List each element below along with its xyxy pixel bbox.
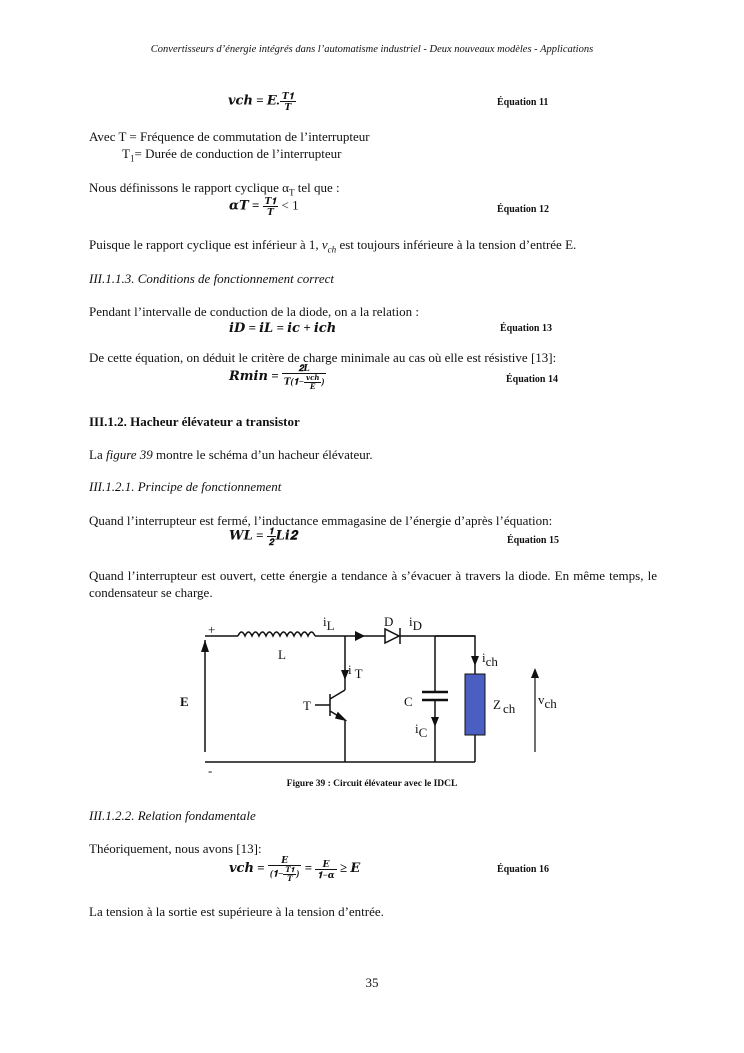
- it-label: i T: [348, 662, 363, 681]
- rapport-paragraph: [89, 179, 657, 202]
- eq16-den1: [268, 866, 302, 883]
- la-fig-before: La: [89, 447, 106, 462]
- eq14-den-pre: 𝑻(𝟏−: [283, 376, 305, 387]
- avec-t1-def: = Durée de conduction de l’interrupteur: [134, 146, 342, 161]
- rapport-after: tel que :: [294, 180, 340, 195]
- id-label: iD: [409, 614, 423, 633]
- puisque-vsub: ch: [327, 244, 337, 255]
- eq15-num: 𝟏: [268, 526, 274, 536]
- equation-14-label: Équation 14: [506, 374, 558, 385]
- figure-39-ref: figure 39: [105, 447, 153, 462]
- equation-11-label: Équation 11: [497, 97, 549, 108]
- ic-label: iC: [415, 721, 428, 740]
- pendant-paragraph: Pendant l’intervalle de conduction de la diode, on a la relation :: [89, 304, 419, 319]
- vch-arrow-head: [531, 668, 539, 678]
- eq14-den-post: ): [321, 376, 325, 387]
- t-label: T: [303, 698, 311, 713]
- la-figure-paragraph: [89, 446, 657, 463]
- zch-label: Z ch: [493, 697, 516, 716]
- theoriquement-paragraph: Théoriquement, nous avons [13]:: [89, 841, 262, 856]
- eq16-den1-fnum: 𝑻𝟏: [285, 866, 295, 874]
- equation-16: [229, 855, 360, 883]
- ich-label: ich: [482, 650, 498, 669]
- quand-ferme-paragraph: Quand l’interrupteur est fermé, l’inductance emmagasine de l’énergie d’après l’équation:: [89, 513, 553, 528]
- running-header: Convertisseurs d’énergie intégrés dans l’automatisme industriel - Deux nouveaux modèles - Applications: [150, 44, 594, 55]
- figure-39-caption: Figure 39 : Circuit élévateur avec le IDCL: [286, 779, 458, 789]
- eq16-equals: =: [304, 859, 313, 875]
- wire-top-right: [435, 636, 475, 674]
- avec-line-2: [122, 145, 690, 168]
- equation-13-label: Équation 13: [500, 323, 552, 334]
- equation-15: [229, 526, 297, 547]
- transistor-symbol: [315, 690, 345, 720]
- eq12-lhs: 𝜶𝑻 =: [229, 197, 260, 213]
- section-hacheur-elevateur: III.1.2. Hacheur élévateur a transistor: [89, 414, 300, 429]
- il-label: iL: [323, 614, 335, 633]
- conclusion-paragraph: La tension à la sortie est supérieure à la tension d’entrée.: [89, 904, 384, 919]
- load-impedance: [465, 674, 485, 735]
- minus-label: -: [208, 763, 213, 777]
- capacitor-symbol: [422, 692, 448, 700]
- il-arrow-icon: [355, 631, 365, 641]
- eq11-lhs: 𝒗𝒄𝒉 = 𝑬.: [228, 92, 280, 108]
- eq12-num: 𝑻𝟏: [264, 196, 277, 206]
- puisque-after: est toujours inférieure à la tension d’entrée E.: [336, 237, 577, 252]
- puisque-before: Puisque le rapport cyclique est inférieur à 1,: [89, 237, 322, 252]
- avec-t1-var: T: [122, 146, 130, 161]
- diode-symbol: [385, 628, 400, 644]
- equation-16-label: Équation 16: [497, 864, 549, 875]
- avec-line-1: Avec T = Fréquence de commutation de l’interrupteur: [89, 129, 370, 144]
- eq11-num: 𝑻𝟏: [282, 91, 294, 101]
- eq16-rhs: ≥ 𝑬: [339, 859, 361, 875]
- eq16-num2: 𝑬: [315, 859, 336, 870]
- eq15-lhs: 𝑾𝑳 =: [229, 527, 264, 543]
- inductor-coil: [238, 632, 315, 636]
- section-conditions: III.1.1.3. Conditions de fonctionnement correct: [89, 271, 335, 286]
- eq16-den1-fden: 𝑻: [287, 875, 293, 883]
- boost-converter-circuit: [170, 612, 590, 777]
- puisque-paragraph: [89, 236, 657, 259]
- eq16-den1-post: ): [296, 868, 300, 879]
- eq14-den-fnum: 𝒗𝒄𝒉: [306, 374, 320, 382]
- equation-15-label: Équation 15: [507, 535, 559, 546]
- e-label: E: [180, 694, 189, 709]
- eq12-den: 𝑻: [267, 207, 274, 217]
- equation-12: [229, 196, 299, 217]
- eq12-rhs: < 1: [281, 197, 299, 213]
- la-fig-after: montre le schéma d’un hacheur élévateur.: [152, 447, 373, 462]
- l-label: L: [278, 647, 286, 662]
- eq15-den: 𝟐: [268, 537, 274, 547]
- eq16-den1-pre: (𝟏−: [269, 868, 284, 879]
- eq14-den-fden: 𝑬: [310, 383, 316, 391]
- eq15-rhs: 𝑳𝒊𝟐: [275, 527, 297, 543]
- ic-arrow-icon: [431, 717, 439, 727]
- equation-11: [228, 91, 296, 112]
- rapport-before: Nous définissons le rapport cyclique α: [89, 180, 289, 195]
- eq14-num: 𝟐𝑳: [282, 363, 327, 374]
- equation-13: 𝒊𝑫 = 𝒊𝑳 = 𝒊𝒄 + 𝒊𝒄𝒉: [229, 320, 337, 335]
- eq16-num1: 𝑬: [268, 855, 302, 866]
- equation-12-label: Équation 12: [497, 204, 549, 215]
- d-label: D: [384, 614, 394, 629]
- c-label: C: [404, 694, 413, 709]
- eq16-den2: 𝟏−𝜶: [317, 869, 335, 880]
- section-principe: III.1.2.1. Principe de fonctionnement: [89, 479, 282, 494]
- puisque-v: v: [321, 237, 328, 252]
- vch-label: vch: [538, 692, 557, 711]
- eq14-den: [282, 374, 327, 391]
- ich-arrow-icon: [471, 656, 479, 666]
- eq11-den: 𝑻: [284, 102, 292, 112]
- eq14-lhs: 𝑹𝒎𝒊𝒏 =: [229, 367, 279, 383]
- rapport-sub: T: [288, 187, 295, 198]
- equation-14: [229, 363, 326, 391]
- eq16-lhs: 𝒗𝒄𝒉 =: [229, 859, 265, 875]
- page-number: 35: [365, 975, 379, 990]
- section-relation: III.1.2.2. Relation fondamentale: [89, 808, 256, 823]
- quand-ouvert-paragraph: Quand l’interrupteur est ouvert, cette énergie a tendance à s’évacuer à travers la diode. En même temps, le condensateur se charge.: [89, 568, 657, 600]
- plus-label: +: [208, 622, 216, 637]
- e-arrow-head: [201, 640, 209, 652]
- decette-paragraph: De cette équation, on déduit le critère de charge minimale au cas où elle est résistive [13]:: [89, 350, 557, 365]
- avec-t1-sub: 1: [129, 153, 135, 164]
